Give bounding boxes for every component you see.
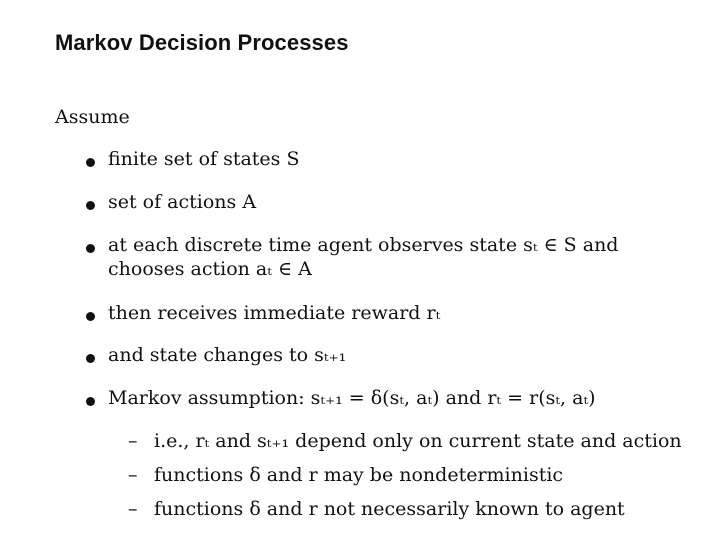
bullet-text: then receives immediate reward rₜ bbox=[108, 302, 441, 324]
bullet-text: Markov assumption: sₜ₊₁ = δ(sₜ, aₜ) and rₜ = r(sₜ, aₜ) bbox=[108, 387, 596, 409]
sub-bullet-text: i.e., rₜ and sₜ₊₁ depend only on current state and action bbox=[154, 430, 682, 452]
bullet-icon bbox=[86, 397, 95, 406]
sub-bullet-text: functions δ and r may be nondeterministic bbox=[154, 464, 564, 486]
slide-title: Markov Decision Processes bbox=[55, 30, 349, 55]
bullet-text: at each discrete time agent observes state sₜ ∈ S and chooses action aₜ ∈ A bbox=[108, 234, 619, 280]
sub-bullet-marker: – bbox=[128, 498, 138, 520]
bullet-icon bbox=[86, 201, 95, 210]
bullet-icon bbox=[86, 312, 95, 321]
sub-bullet-marker: – bbox=[128, 430, 138, 452]
intro-text: Assume bbox=[55, 106, 130, 128]
sub-bullet-text: functions δ and r not necessarily known to agent bbox=[154, 498, 625, 520]
bullet-icon bbox=[86, 158, 95, 167]
sub-bullet-marker: – bbox=[128, 464, 138, 486]
bullet-text: and state changes to sₜ₊₁ bbox=[108, 344, 347, 366]
bullet-text: set of actions A bbox=[108, 191, 257, 213]
bullet-icon bbox=[86, 354, 95, 363]
bullet-icon bbox=[86, 244, 95, 253]
bullet-text: finite set of states S bbox=[108, 148, 300, 170]
